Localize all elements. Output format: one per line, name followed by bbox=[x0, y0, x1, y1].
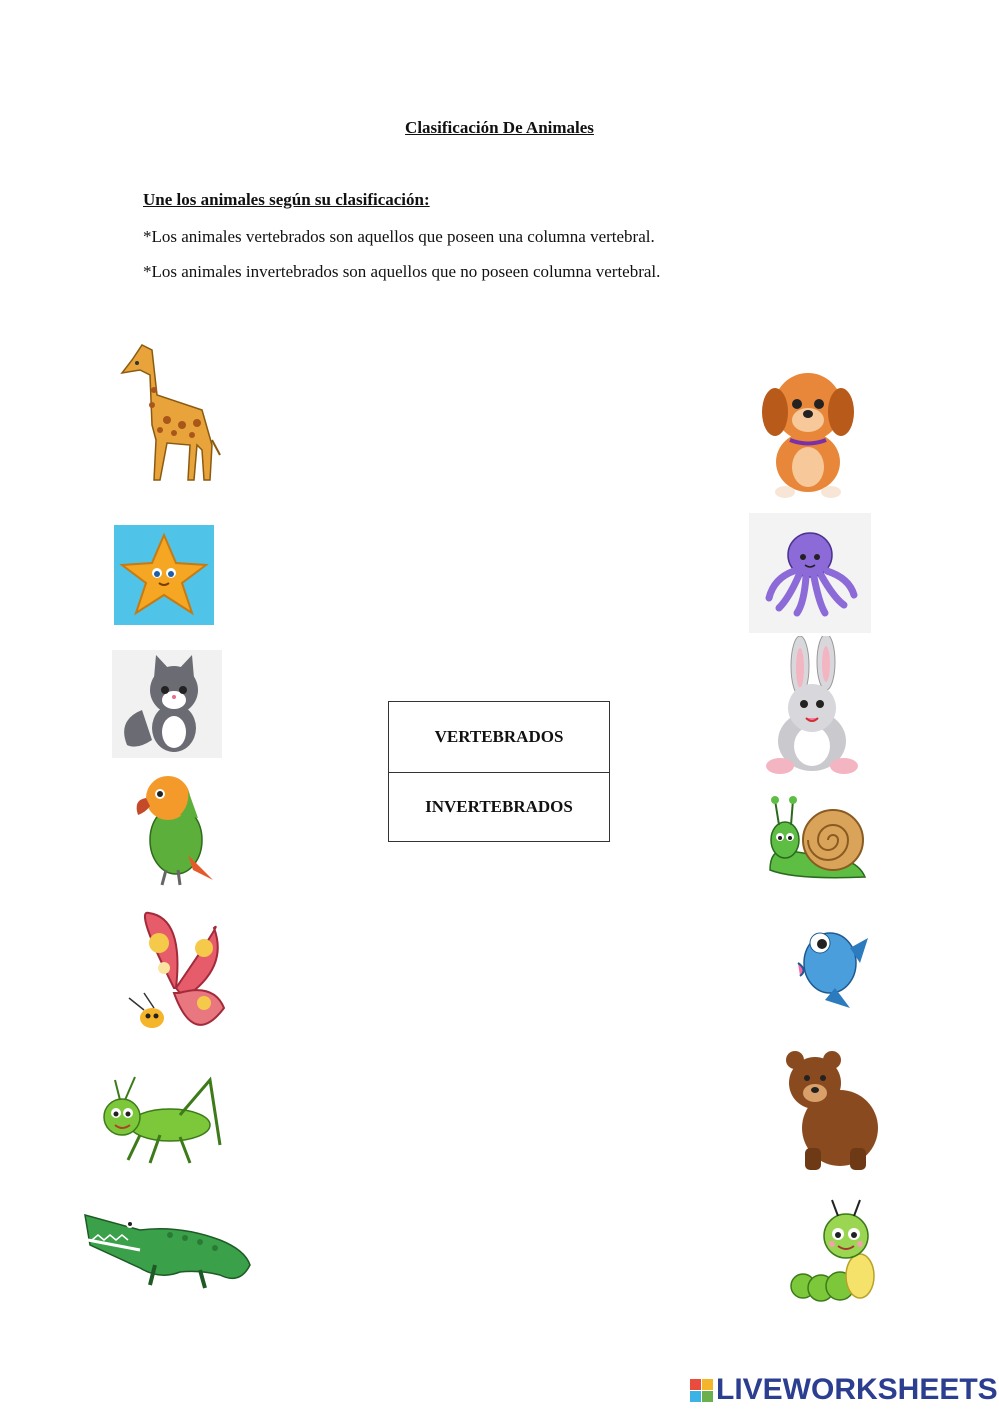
page-title: Clasificación De Animales bbox=[405, 118, 594, 137]
instructions-heading: Une los animales según su clasificación: bbox=[143, 190, 430, 209]
liveworksheets-logo bbox=[690, 1373, 998, 1407]
snail-icon[interactable] bbox=[765, 795, 873, 887]
crocodile-icon[interactable] bbox=[80, 1200, 254, 1292]
instruction-line-invertebrates: *Los animales invertebrados son aquellos que no poseen columna vertebral. bbox=[143, 262, 661, 281]
category-vertebrados[interactable]: VERTEBRADOS bbox=[389, 702, 609, 773]
bear-icon[interactable] bbox=[780, 1048, 886, 1174]
parrot-icon[interactable] bbox=[128, 770, 218, 888]
category-invertebrados[interactable]: INVERTEBRADOS bbox=[425, 797, 573, 817]
instruction-line-vertebrates: *Los animales vertebrados son aquellos que poseen una columna vertebral. bbox=[143, 227, 655, 246]
dog-icon[interactable] bbox=[755, 362, 861, 500]
classification-box bbox=[388, 701, 610, 842]
grasshopper-icon[interactable] bbox=[100, 1075, 228, 1167]
giraffe-icon[interactable] bbox=[112, 335, 222, 485]
starfish-icon[interactable] bbox=[114, 525, 214, 625]
logo-text: LIVEWORKSHEETS bbox=[716, 1373, 998, 1406]
rabbit-icon[interactable] bbox=[762, 636, 862, 776]
logo-squares-icon bbox=[690, 1379, 713, 1402]
fish-icon[interactable] bbox=[790, 918, 870, 1010]
octopus-icon[interactable] bbox=[749, 513, 871, 633]
cat-icon[interactable] bbox=[112, 650, 222, 758]
caterpillar-icon[interactable] bbox=[788, 1198, 884, 1308]
butterfly-icon[interactable] bbox=[114, 908, 234, 1046]
